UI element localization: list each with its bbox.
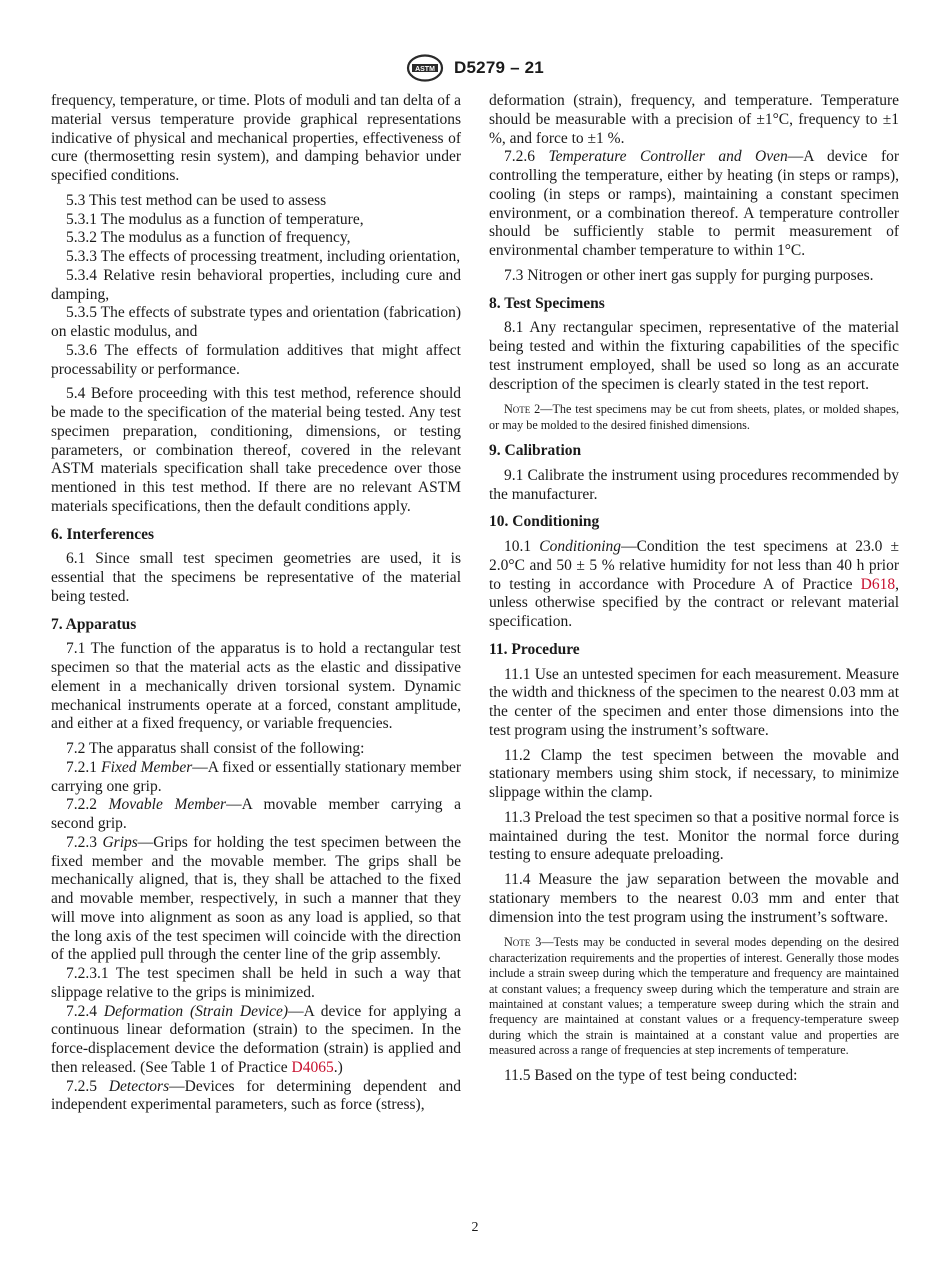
paragraph-7-2-3: 7.2.3 Grips—Grips for holding the test specimen between the fixed member and the movable member. The grips shall be mechanically aligned, that is, they shall be attached to the fixed and movable member, respectively, in such a manner that they will move into alignment as soon as any load is applied, so that the long axis of the test specimen will coincide with the direction of the applied pull through the center line of the grip assembly.	[51, 833, 461, 964]
paragraph-11-3: 11.3 Preload the test specimen so that a positive normal force is maintained during the test. Monitor the normal force during testing to ensure adequate preloading.	[489, 808, 899, 864]
astm-logo-icon	[406, 54, 444, 82]
paragraph-7-2-5: 7.2.5 Detectors—Devices for determining dependent and independent experimental parameters, such as force (stress),	[51, 1077, 462, 1114]
section-heading-conditioning: 10. Conditioning	[489, 513, 600, 531]
paragraph-continuation: frequency, temperature, or time. Plots of moduli and tan delta of a material versus temperature provide graphical representations indicative of physical and mechanical properties, effectiveness of cure (thermosetting resin system), and damping behavior under specified conditions.	[51, 92, 461, 184]
section-heading-calibration: 9. Calibration	[489, 442, 582, 460]
left-column	[51, 92, 461, 1115]
section-heading-test-specimens: 8. Test Specimens	[489, 294, 605, 312]
paragraph-5-3-3: 5.3.3 The effects of processing treatment, including orientation,	[66, 248, 461, 265]
paragraph-5-3-2: 5.3.2 The modulus as a function of frequency,	[66, 229, 351, 247]
paragraph-6-1: 6.1 Since small test specimen geometries are used, it is essential that the specimens be representative of the material being tested.	[51, 550, 461, 605]
paragraph-7-1: 7.1 The function of the apparatus is to hold a rectangular test specimen so that the material acts as the elastic and dissipative element in a mechanically driven torsional system. Dynamic mechanical instruments operate at a forced, constant amplitude, and either at a fixed frequency, or variable frequencies.	[51, 640, 461, 733]
paragraph-11-4: 11.4 Measure the jaw separation between the movable and stationary members to the nearest 0.03 mm and enter that dimension into the test program using the instrument’s software.	[489, 871, 899, 926]
paragraph-7-2-1: 7.2.1 Fixed Member—A fixed or essentially stationary member carrying one grip.	[51, 758, 462, 795]
paragraph-5-3-1: 5.3.1 The modulus as a function of temperature,	[66, 210, 364, 228]
paragraph-5-3-6: 5.3.6 The effects of formulation additives that might affect processability or performance.	[51, 341, 461, 378]
paragraph-5-3-5: 5.3.5 The effects of substrate types and orientation (fabrication) on elastic modulus, and	[51, 304, 461, 340]
paragraph-continuation-right: deformation (strain), frequency, and temperature. Temperature should be measurable with a precision of ±1°C, frequency to ±1 %, and force to ±1 %.	[489, 92, 899, 147]
paragraph-7-2-4: 7.2.4 Deformation (Strain Device)—A device for applying a continuous linear deformation (strain) to the specimen. In the force-displacement device the deformation (strain) is applied and then released. (See Table 1 of Practice D4065.)	[51, 1002, 461, 1076]
paragraph-5-4: 5.4 Before proceeding with this test method, reference should be made to the specification of the material being tested. Any test specimen preparation, conditioning, dimensions, or testing parameters, or combination thereof, covered in the relevant ASTM materials specification shall take precedence over those mentioned in this test method. If there are no relevant ASTM materials specifications, then the default conditions apply.	[51, 385, 461, 515]
section-heading-interferences: 6. Interferences	[51, 525, 155, 543]
paragraph-5-3: 5.3 This test method can be used to assess	[66, 191, 327, 209]
section-heading-apparatus: 7. Apparatus	[51, 615, 137, 633]
paragraph-7-2-2: 7.2.2 Movable Member—A movable member carrying a second grip.	[51, 796, 462, 832]
svg-text:ASTM: ASTM	[415, 66, 435, 73]
paragraph-11-2: 11.2 Clamp the test specimen between the movable and stationary members using shim stock, if necessary, to minimize slippage within the clamp.	[489, 746, 899, 802]
note-3: Note 3—Tests may be conducted in several modes depending on the desired characterization requirements and the properties of interest. Generally those modes include a strain sweep during which the temperature and frequency are maintained at constant values; a frequency sweep during which the temperature and strain are maintained at constant values; a temperature sweep during which the strain and frequency are maintained at constant values or a frequency-temperature sweep during which the strain is maintained at a constant value and properties are measured across a range of frequencies at step increments of temperature.	[489, 935, 899, 1058]
paragraph-9-1: 9.1 Calibrate the instrument using procedures recommended by the manufacturer.	[489, 466, 899, 503]
page-number: 2	[471, 1220, 479, 1235]
note-2: Note 2—The test specimens may be cut from sheets, plates, or molded shapes, or may be molded to the desired finished dimensions.	[489, 402, 900, 432]
paragraph-11-1: 11.1 Use an untested specimen for each measurement. Measure the width and thickness of the specimen to the nearest 0.03 mm at the center of the specimen and enter those dimensions into the test program using the instrument’s software.	[489, 665, 899, 739]
paragraph-11-5: 11.5 Based on the type of test being conducted:	[504, 1066, 798, 1084]
link-d4065[interactable]: D4065	[291, 1058, 334, 1076]
paragraph-7-2-3-1: 7.2.3.1 The test specimen shall be held in such a way that slippage relative to the grips is minimized.	[51, 965, 461, 1001]
paragraph-7-3: 7.3 Nitrogen or other inert gas supply for purging purposes.	[504, 266, 874, 284]
link-d618[interactable]: D618	[860, 575, 896, 593]
page-header	[0, 54, 950, 84]
right-column	[489, 92, 899, 1085]
paragraph-8-1: 8.1 Any rectangular specimen, representative of the material being tested and within the fixturing capabilities of the specific test instrument employed, shall be used so long as an accurate description of the specimen is clearly stated in the test report.	[489, 319, 899, 393]
paragraph-10-1: 10.1 Conditioning—Condition the test specimens at 23.0 ± 2.0°C and 50 ± 5 % relative humidity for not less than 40 h prior to testing in accordance with Procedure A of Practice D618, unless otherwise specified by the contract or relevant material specification.	[489, 538, 900, 631]
paragraph-5-3-4: 5.3.4 Relative resin behavioral properties, including cure and damping,	[51, 266, 461, 303]
paragraph-7-2: 7.2 The apparatus shall consist of the following:	[66, 740, 365, 757]
section-heading-procedure: 11. Procedure	[489, 640, 580, 658]
document-id: D5279 – 21	[454, 58, 544, 77]
paragraph-7-2-6: 7.2.6 Temperature Controller and Oven—A device for controlling the temperature, either by heating (in steps or ramps), cooling (in steps or ramps), maintaining a constant specimen environment, or a combination thereof. A temperature controller should be sufficiently stable to permit measurement of environmental chamber temperature to within 1°C.	[489, 148, 900, 259]
